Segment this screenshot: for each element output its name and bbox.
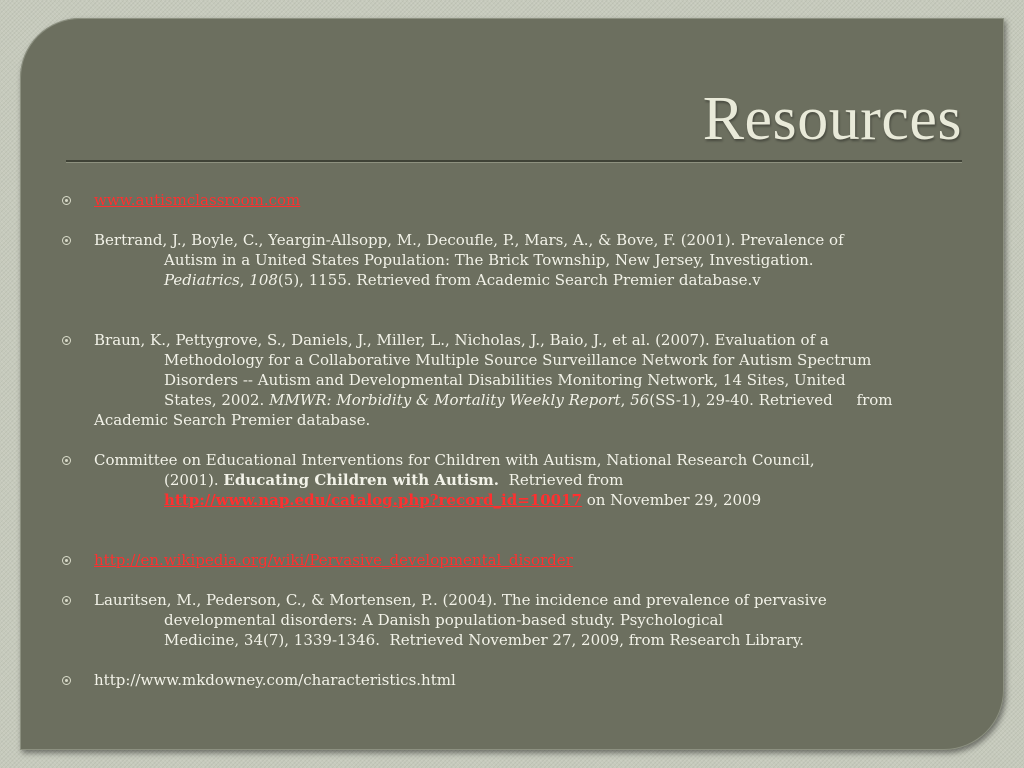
slide [20, 18, 1004, 750]
committee-book-title: Educating Children with Autism. [223, 471, 500, 489]
braun-line-4-pre: States, 2002. [164, 391, 270, 409]
committee-date: on November 29, 2009 [581, 491, 762, 509]
braun-line-1: Braun, K., Pettygrove, S., Daniels, J., Miller, L., Nicholas, J., Baio, J., et al. (2007). Evaluation of a [94, 331, 829, 349]
autismclassroom-link[interactable]: www.autismclassroom.com [94, 191, 301, 209]
bertrand-volume: 108 [249, 271, 278, 289]
bullet-icon [62, 596, 71, 605]
separator: , [239, 271, 250, 289]
lauritsen-line-1: Lauritsen, M., Pederson, C., & Mortensen, P.. (2004). The incidence and prevalence of pervasive [94, 591, 827, 609]
bullet-icon [62, 676, 71, 685]
braun-tail: (SS-1), 29-40. Retrieved from [649, 391, 893, 409]
braun-line-4 [94, 390, 893, 410]
braun-line-2: Methodology for a Collaborative Multiple Source Surveillance Network for Autism Spectrum [164, 351, 872, 369]
bullet-icon [62, 236, 71, 245]
bullet-icon [62, 556, 71, 565]
reference-item-wikipedia [56, 550, 573, 570]
committee-year: (2001). [164, 471, 224, 489]
braun-volume: 56 [630, 391, 650, 409]
title-divider [66, 160, 962, 163]
reference-item-mkdowney [56, 670, 456, 690]
nap-edu-link[interactable]: http://www.nap.edu/catalog.php?record_id=10017 [164, 491, 582, 509]
committee-line-2 [94, 470, 815, 490]
reference-item-autismclassroom [56, 190, 300, 210]
lauritsen-line-2: developmental disorders: A Danish population-based study. Psychological [164, 611, 724, 629]
wikipedia-link[interactable]: http://en.wikipedia.org/wiki/Pervasive_developmental_disorder [94, 551, 573, 569]
reference-item-lauritsen [56, 590, 827, 650]
bullet-icon [62, 336, 71, 345]
bullet-icon [62, 456, 71, 465]
bullet-icon [62, 196, 71, 205]
braun-line-3: Disorders -- Autism and Developmental Disabilities Monitoring Network, 14 Sites, United [164, 371, 846, 389]
slide-title: Resources [702, 85, 962, 153]
committee-retrieved: Retrieved from [499, 471, 624, 489]
committee-line-3 [94, 490, 815, 510]
bertrand-tail: (5), 1155. Retrieved from Academic Search Premier database.v [277, 271, 761, 289]
braun-line-5: Academic Search Premier database. [94, 411, 371, 429]
bertrand-line-3 [94, 270, 844, 290]
braun-journal: MMWR: Morbidity & Mortality Weekly Report [269, 391, 621, 409]
reference-item-bertrand [56, 230, 844, 290]
mkdowney-url: http://www.mkdowney.com/characteristics.html [94, 671, 456, 689]
reference-item-braun [56, 330, 893, 430]
bertrand-line-1: Bertrand, J., Boyle, C., Yeargin-Allsopp, M., Decoufle, P., Mars, A., & Bove, F. (2001). Prevalence of [94, 231, 844, 249]
lauritsen-line-3: Medicine, 34(7), 1339-1346. Retrieved November 27, 2009, from Research Library. [164, 631, 805, 649]
separator: , [620, 391, 631, 409]
committee-line-1: Committee on Educational Interventions for Children with Autism, National Research Council, [94, 451, 815, 469]
bertrand-journal: Pediatrics [164, 271, 240, 289]
reference-item-committee [56, 450, 815, 510]
bertrand-line-2: Autism in a United States Population: The Brick Township, New Jersey, Investigation. [164, 251, 814, 269]
